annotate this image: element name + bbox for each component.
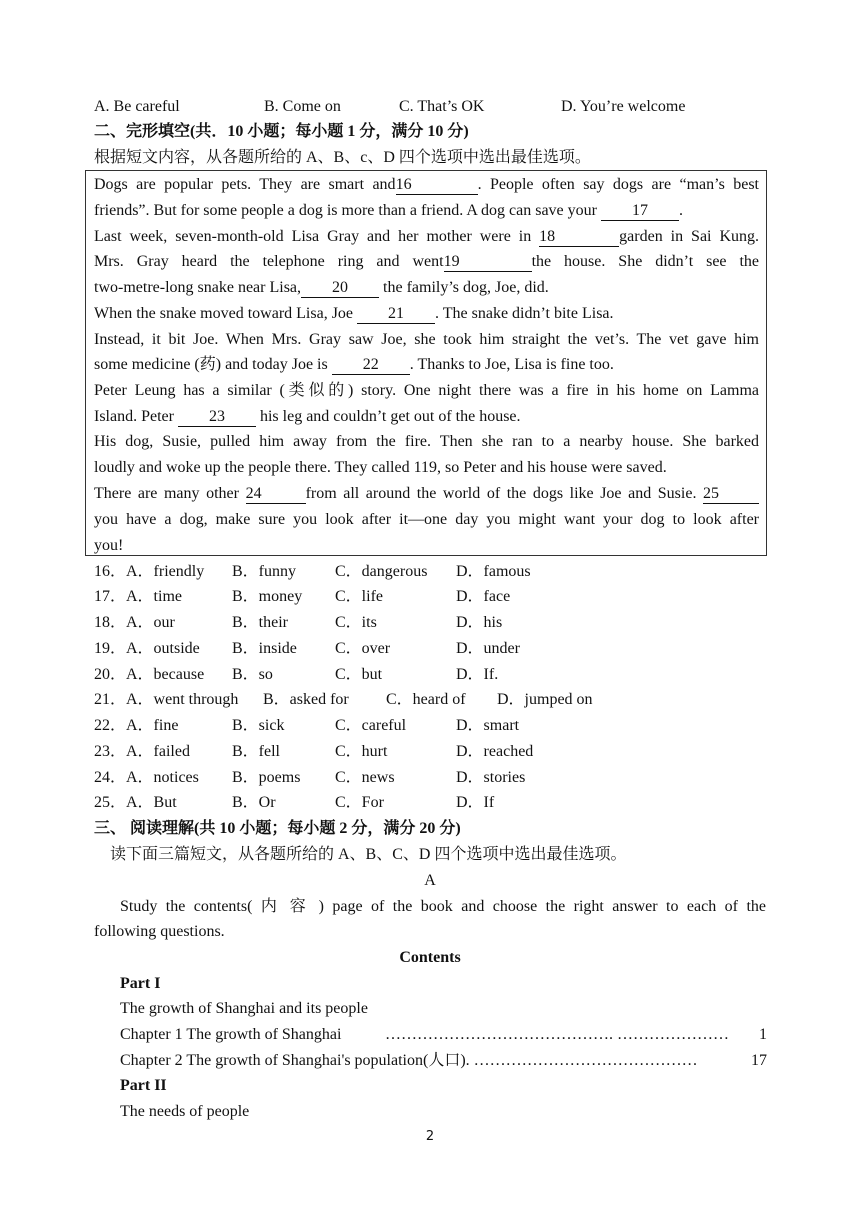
section-three-instruction: 读下面三篇短文，从各题所给的 A、B、C、D 四个选项中选出最佳选项。 [110,846,627,863]
passage-line-14: you have a dog, make sure you look after it—one day you might want your dog to look after [94,511,759,528]
contents-part-1: Part I [120,975,161,992]
contents-part-2: Part II [120,1077,167,1094]
passage-line-11: His dog, Susie, pulled him away from the fire. Then she ran to a nearby house. She barked [94,433,759,450]
contents-title: Contents [399,949,461,966]
option-c[interactable]: C．heard of [386,691,466,708]
option-a[interactable]: 24．A．notices [94,769,199,786]
passage-line-12: loudly and woke up the people there. They called 119, so Peter and his house were saved. [94,459,667,476]
option-d[interactable]: D．smart [456,717,520,734]
option-c[interactable]: C．news [335,769,395,786]
option-a[interactable]: 18．A．our [94,614,175,631]
option-a[interactable]: 22．A．fine [94,717,179,734]
option-b[interactable]: B．money [232,588,303,605]
question-19-options [94,639,774,659]
question-24-options [94,768,774,788]
passage-a-intro-line-1: Study the contents( 内 容 ) page of the book and choose the right answer to each of the [120,898,766,915]
option-b[interactable]: B．so [232,666,273,683]
question-18-options [94,613,774,633]
contents-part-1-title: The growth of Shanghai and its people [120,1000,368,1017]
passage-line-8: some medicine (药) and today Joe is 22 . Thanks to Joe, Lisa is fine too. [94,356,614,373]
previous-question-options [94,97,734,117]
option-c[interactable]: C．hurt [335,743,388,760]
option-a[interactable]: 21．A．went through [94,691,239,708]
question-22-options [94,716,774,736]
passage-line-15: you! [94,537,124,554]
passage-line-10: Island. Peter 23 his leg and couldn’t get out of the house. [94,408,521,425]
option-a[interactable]: 20．A．because [94,666,205,683]
passage-line-1: Dogs are popular pets. They are smart and16 . People often say dogs are “man’s best [94,176,759,193]
option-a: A. Be careful [94,98,180,115]
blank-21[interactable]: 21 [357,305,435,324]
blank-23[interactable]: 23 [178,408,256,427]
option-c[interactable]: C．life [335,588,383,605]
option-d[interactable]: D．If [456,794,495,811]
question-23-options [94,742,774,762]
option-d[interactable]: D．If. [456,666,499,683]
section-three-heading: 三、 阅读理解(共 10 小题；每小题 2 分，满分 20 分) [94,820,461,837]
passage-line-13: There are many other 24 from all around the world of the dogs like Joe and Susie. 25 [94,484,759,504]
blank-25[interactable]: 25 [703,485,759,504]
option-a[interactable]: 19．A．outside [94,640,200,657]
blank-17[interactable]: 17 [601,202,679,221]
option-c[interactable]: C．For [335,794,384,811]
option-b[interactable]: B．Or [232,794,276,811]
option-d[interactable]: D．face [456,588,511,605]
passage-a-intro-line-2: following questions. [94,923,225,940]
passage-line-6: When the snake moved toward Lisa, Joe 21 . The snake didn’t bite Lisa. [94,305,614,322]
option-b[interactable]: B．funny [232,563,297,580]
option-d[interactable]: D．his [456,614,503,631]
question-16-options [94,562,774,582]
blank-19[interactable]: 19 [444,253,532,272]
option-d[interactable]: D．reached [456,743,534,760]
option-d: D. You’re welcome [561,98,686,115]
passage-line-5: two-metre-long snake near Lisa, 20 the family’s dog, Joe, did. [94,279,549,296]
option-b[interactable]: B．inside [232,640,297,657]
blank-16[interactable]: 16 [396,176,478,195]
option-a[interactable]: 25．A．But [94,794,177,811]
option-b[interactable]: B．their [232,614,288,631]
question-21-options [94,690,774,710]
option-c[interactable]: C．its [335,614,377,631]
blank-24[interactable]: 24 [246,485,306,504]
contents-chapter-1: Chapter 1 The growth of Shanghai ……………………………………. ………………… 1 [120,1026,767,1043]
question-20-options [94,665,774,685]
option-d[interactable]: D．stories [456,769,526,786]
passage-line-3: Last week, seven-month-old Lisa Gray and her mother were in 18 garden in Sai Kung. [94,228,760,245]
option-b: B. Come on [264,98,341,115]
option-b[interactable]: B．asked for [263,691,349,708]
passage-line-7: Instead, it bit Joe. When Mrs. Gray saw Joe, she took him straight the vet’s. The vet gave him [94,331,759,348]
section-two-heading: 二、完形填空(共．10 小题；每小题 1 分，满分 10 分) [94,123,469,140]
option-c: C. That’s OK [399,98,485,115]
section-two-instruction: 根据短文内容，从各题所给的 A、B、c、D 四个选项中选出最佳选项。 [94,149,591,166]
option-c[interactable]: C．careful [335,717,407,734]
page-number: 2 [425,1129,435,1144]
option-a[interactable]: 17．A．time [94,588,182,605]
option-c[interactable]: C．but [335,666,383,683]
option-c[interactable]: C．dangerous [335,563,428,580]
blank-22[interactable]: 22 [332,356,410,375]
passage-line-4: Mrs. Gray heard the telephone ring and went19 the house. She didn’t see the [94,253,760,270]
option-a[interactable]: 23．A．failed [94,743,190,760]
question-25-options [94,793,774,813]
option-c[interactable]: C．over [335,640,391,657]
option-d[interactable]: D．famous [456,563,531,580]
contents-chapter-2: Chapter 2 The growth of Shanghai's population(人口). …………………………………… 17 [120,1052,767,1069]
option-b[interactable]: B．sick [232,717,285,734]
blank-18[interactable]: 18 [539,228,619,247]
option-a[interactable]: 16．A．friendly [94,563,205,580]
option-b[interactable]: B．poems [232,769,301,786]
passage-line-9: Peter Leung has a similar (类似的) story. One night there was a fire in his home on Lamma [94,382,759,399]
contents-part-2-title: The needs of people [120,1103,250,1120]
blank-20[interactable]: 20 [301,279,379,298]
passage-line-2: friends”. But for some people a dog is more than a friend. A dog can save your 17 . [94,202,683,219]
question-17-options [94,587,774,607]
option-d[interactable]: D．under [456,640,520,657]
option-d[interactable]: D．jumped on [497,691,593,708]
option-b[interactable]: B．fell [232,743,280,760]
passage-a-label: A [424,872,436,889]
